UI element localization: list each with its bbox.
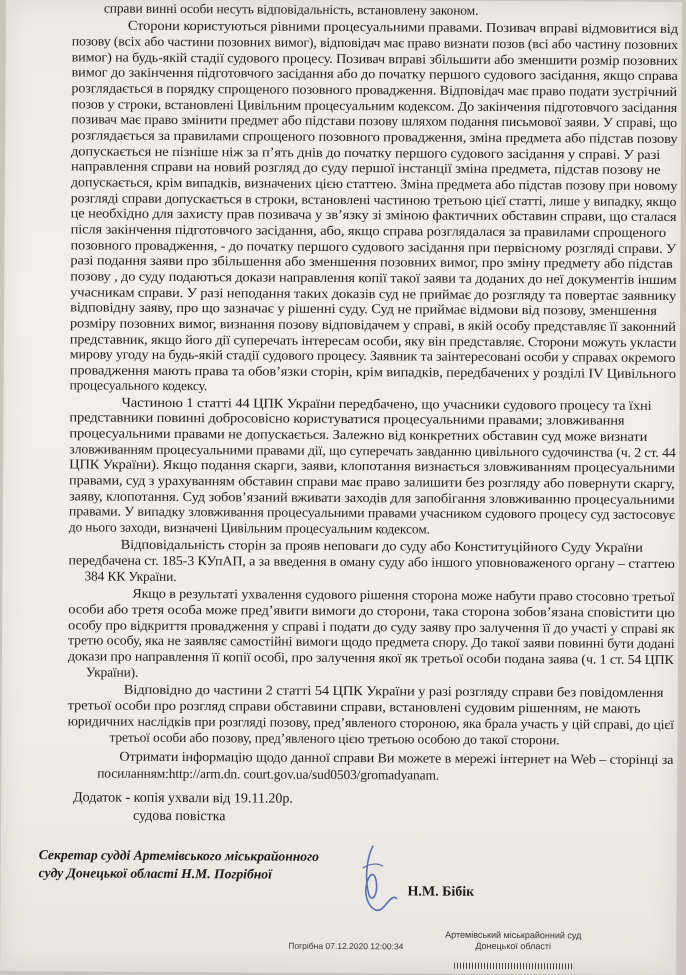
- body-line: Отримати інформацію щодо данної справи Ви можете в мережі інтернет на Web – сторінці за: [119, 748, 674, 768]
- body-line: юридичних наслідків при розгляді позову, пред’явленого стороною, яка брала участь у цій справі, до цієї: [67, 713, 674, 733]
- body-line: представники повинні добросовісно користуватися процесуальними правами; зловживання: [69, 409, 625, 428]
- body-line: мирову угоду на будь-якій стадії судового процесу. Заявник та заінтересовані особи у справах окремого: [69, 346, 676, 366]
- body-line: правами, суд з урахуванням обставин справи має право залишити без розгляду або повернути скаргу,: [69, 472, 675, 492]
- body-line: до нього заходи, визначені Цивільним процесуальним кодексом.: [68, 519, 430, 537]
- body-line: позов у строки, встановлені Цивільним процесуальним кодексом. До закінчення підготовчого засідання: [71, 96, 678, 116]
- body-line: зловживанням процесуальними правами дії, що суперечать завданню цивільного судочинства (ч. 2 ст. 44: [69, 441, 676, 461]
- attachment-label: Додаток - копія ухвали від 19.11.20р.: [73, 790, 293, 807]
- body-line: Відповідальність сторін за прояв неповаги до суду або Конституційного Суду України: [120, 536, 643, 555]
- body-line: позивач має право змінити предмет або підстави позову шляхом подання письмової заяви. У справі, що: [71, 111, 678, 131]
- body-line: направлення справи на новий розгляд до суду першої інстанції зміна предмета, підстав позову не: [70, 158, 661, 177]
- signer-name: Н.М. Бібік: [407, 884, 475, 900]
- registration-timestamp: Погрібна 07.12.2020 12:00:34: [288, 940, 404, 952]
- body-line: відповідну заяву, про що зазначає у рішенні суду. Суд не приймає відмови від позову, зменшення: [70, 299, 657, 318]
- barcode: [454, 963, 574, 970]
- body-line: позовного провадження, - до початку першого судового засідання при первісному розгляді справи. У: [70, 237, 677, 257]
- body-line: позову (всіх або частини позовних вимог), відповідач має право визнати позов (всі або частину позовних: [71, 33, 678, 53]
- body-line: особу про відкриття провадження у справі і подати до суду заяву про залучення її до участі у справі як: [68, 617, 675, 637]
- body-line: Сторони користуються рівними процесуальними правами. Позивач вправі відмовитися від: [127, 17, 679, 37]
- handwritten-signature: [352, 838, 412, 918]
- body-line: розміру позовних вимог, визнання позову відповідачем у справі, в якій особу представляє її законний: [69, 315, 676, 335]
- body-line: третю особу, яка не заявляє самостійні вимоги щодо предмета спору. До такої заяви повинні бути додані: [68, 632, 675, 652]
- body-line: розглядається в порядку спрощеного позовного провадження. Відповідач має право подати зустрічний: [71, 80, 678, 100]
- body-line: допускається, крім випадків, визначених цією статтею. Зміна предмета або підстав позову при новому: [70, 174, 678, 194]
- body-line: Якщо в результаті ухвалення судового рішення сторона може набути право стосовно третьої: [132, 585, 675, 605]
- court-stamp-line1: Артемівський міськрайонний суд: [445, 929, 582, 941]
- body-line: заяву, клопотання. Суд зобов’язаний вживати заходів для запобігання зловживанню процесуальними: [68, 488, 675, 508]
- document-body: [6, 0, 682, 783]
- body-line[interactable]: посиланням:http://arm.dn. court.gov.ua/sud0503/gromadyanam.: [97, 765, 440, 783]
- body-line: допускається не пізніше ніж за п’ять днів до початку першого судового засідання у справі. У разі: [71, 143, 661, 162]
- body-line: третьої особи про розгляд справи обставини справи, встановлені судовим рішенням, не мають: [67, 697, 641, 716]
- body-line: третьої особи або позову, пред’явленого цією третьою особою до такої сторони.: [109, 729, 560, 748]
- secretary-title: [39, 846, 319, 884]
- body-line: Відповідно до частини 2 статті 54 ЦПК України у разі розгляду справи без повідомлення: [123, 681, 664, 700]
- body-line: передбачена ст. 185-3 КУпАП, а за введення в оману суду або іншого уповноваженого органу – статтею: [68, 552, 675, 572]
- body-line: це необхідно для захисту прав позивача у зв’язку зі зміною фактичних обставин справи, що сталася: [70, 205, 677, 225]
- body-line: представник, якщо його дії суперечать інтересам особи, яку він представляє. Сторони можуть укласти: [69, 331, 677, 351]
- body-line: докази про направлення її копії особі, про залучення якої як третьої особи подана заява (ч. 1 ст. 54 ЦПК: [67, 648, 674, 668]
- body-line: України).: [85, 664, 139, 680]
- body-line: розглядається за правилами спрощеного позовного провадження, зміна предмета або підстав позову: [71, 127, 678, 147]
- body-line: провадження мають права та обов’язки сторін, крім випадків, передбачених у розділі IV Цивільного: [69, 362, 677, 382]
- body-line: справи винні особи несуть відповідальність, встановлену законом.: [103, 0, 479, 18]
- body-line: ЦПК України). Якщо подання скарги, заяви, клопотання визнається зловживанням процесуальними: [69, 456, 675, 476]
- court-stamp: [438, 930, 588, 953]
- body-line: вимог) на будь-якій стадії судового процесу. Позивач вправі збільшити або зменшити розмір позовних: [71, 49, 678, 69]
- body-line: особи або третя особа може пред’явити вимоги до сторони, така сторона зобов’язана сповістити цю: [68, 601, 675, 621]
- body-line: учасникам справи. У разі неподання таких доказів суд не приймає до розгляду та повертає заявнику: [70, 284, 677, 304]
- body-line: 384 КК України.: [84, 568, 177, 584]
- body-line: правами. У випадку зловживання процесуальними правами учасником судового процесу суд застосовує: [68, 503, 675, 523]
- secretary-title-line2: суду Донецької області Н.М. Погрібної: [38, 865, 272, 882]
- body-line: Частиною 1 статті 44 ЦПК України передбачено, що учасники судового процесу та їхні: [121, 394, 652, 413]
- body-line: процесуальними правами не допускається. Залежно від конкретних обставин суд може визнати: [69, 425, 648, 444]
- body-line: вимог до закінчення підготовчого засідання або до початку першого судового засідання, якщо справа: [71, 64, 678, 84]
- body-line: позову , до суду подаються докази направлення копії такої заяви та доданих до неї документів іншим: [70, 268, 677, 288]
- body-line: разі подання заяви про збільшення або зменшення позовних вимог, про зміну предмету або підстав: [70, 252, 673, 272]
- body-line: процесуального кодексу.: [69, 377, 208, 394]
- court-stamp-line2: Донецької області: [475, 940, 552, 952]
- body-line: розгляді справи допускається в строки, встановлені частиною третьою цієї статті, лише у випадку, якщо: [70, 190, 677, 210]
- body-line: після закінчення підготовчого засідання, або, якщо справа розглядалася за правилами спрощеного: [70, 221, 667, 240]
- attachment-item: судова повістка: [132, 808, 226, 825]
- secretary-title-line1: Секретар судді Артемівського міськрайонного: [38, 847, 319, 864]
